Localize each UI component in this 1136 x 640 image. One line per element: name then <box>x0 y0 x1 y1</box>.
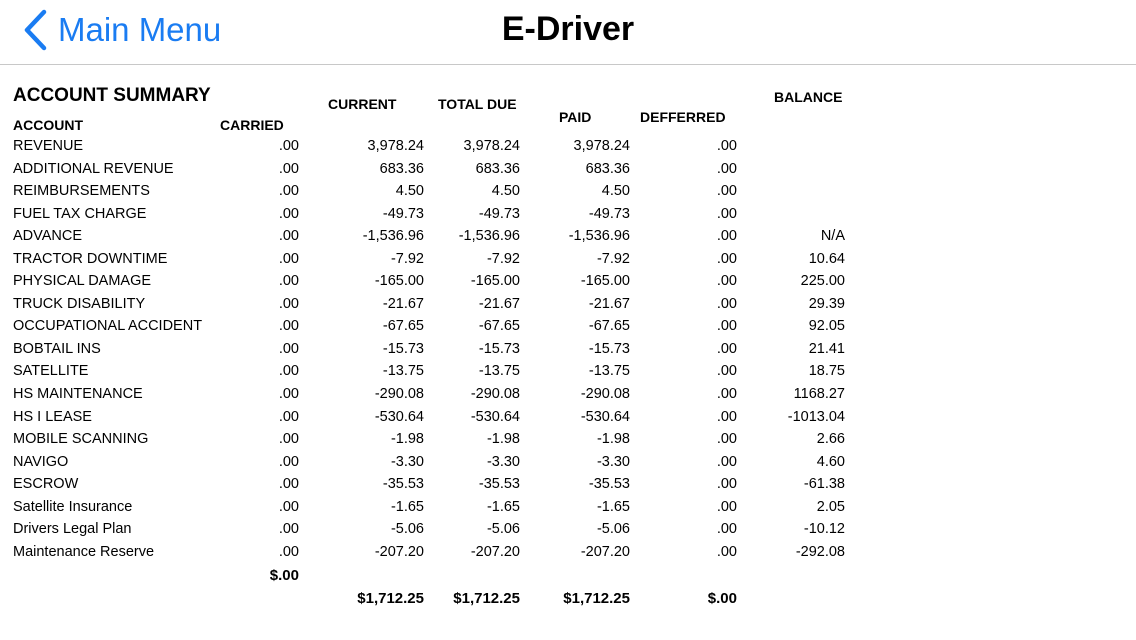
row-total-due: -1.65 <box>486 498 520 515</box>
row-carried: .00 <box>278 318 299 335</box>
row-total-due: -21.67 <box>478 295 520 312</box>
row-total-due: 3,978.24 <box>463 138 520 154</box>
table-row <box>0 181 1136 204</box>
row-current: -1,536.96 <box>362 228 424 245</box>
row-account: FUEL TAX CHARGE <box>13 205 147 222</box>
row-total-due: 683.36 <box>475 160 520 177</box>
row-total-due: -5.06 <box>486 521 520 538</box>
row-carried: .00 <box>278 431 299 448</box>
row-deferred: .00 <box>716 160 737 177</box>
row-balance: -61.38 <box>803 476 845 493</box>
total-carried: $.00 <box>269 567 299 584</box>
row-deferred: .00 <box>716 318 737 335</box>
table-row <box>0 294 1136 317</box>
row-balance: 18.75 <box>808 363 845 380</box>
row-total-due: 4.50 <box>491 183 520 200</box>
row-account: ESCROW <box>13 476 79 493</box>
row-account: ADDITIONAL REVENUE <box>13 160 174 177</box>
table-row <box>0 136 1136 159</box>
row-deferred: .00 <box>716 205 737 222</box>
row-account: Maintenance Reserve <box>13 543 155 560</box>
row-carried: .00 <box>278 453 299 470</box>
table-row <box>0 159 1136 182</box>
table-row <box>0 452 1136 475</box>
row-carried: .00 <box>278 183 299 200</box>
page-title: E-Driver <box>501 10 635 48</box>
row-paid: -15.73 <box>588 340 630 357</box>
row-paid: -5.06 <box>596 521 630 538</box>
row-paid: -3.30 <box>596 453 630 470</box>
row-balance: N/A <box>820 228 845 245</box>
row-account: ADVANCE <box>13 228 83 245</box>
header-balance: BALANCE <box>774 89 843 105</box>
row-carried: .00 <box>278 138 299 154</box>
table-row <box>0 474 1136 497</box>
table-row <box>0 271 1136 294</box>
row-account: TRUCK DISABILITY <box>13 295 146 312</box>
row-current: -67.65 <box>382 318 424 335</box>
row-balance: 4.60 <box>816 453 845 470</box>
header-carried: CARRIED <box>220 117 284 133</box>
account-rows <box>0 136 1136 564</box>
row-paid: -35.53 <box>588 476 630 493</box>
row-deferred: .00 <box>716 340 737 357</box>
row-current: -165.00 <box>374 273 424 290</box>
row-current: -290.08 <box>374 386 424 403</box>
row-account: NAVIGO <box>13 453 69 470</box>
row-balance: 2.66 <box>816 431 845 448</box>
row-balance: 225.00 <box>800 273 845 290</box>
row-current: -5.06 <box>390 521 424 538</box>
row-account: BOBTAIL INS <box>13 340 101 357</box>
row-balance: 2.05 <box>816 498 845 515</box>
row-carried: .00 <box>278 273 299 290</box>
row-deferred: .00 <box>716 273 737 290</box>
header-current: CURRENT <box>328 96 397 112</box>
row-account: TRACTOR DOWNTIME <box>13 250 168 267</box>
row-current: -207.20 <box>374 543 424 560</box>
row-account: REIMBURSEMENTS <box>13 183 150 200</box>
row-deferred: .00 <box>716 453 737 470</box>
row-deferred: .00 <box>716 138 737 154</box>
row-carried: .00 <box>278 295 299 312</box>
row-balance: 29.39 <box>808 295 845 312</box>
table-row <box>0 249 1136 272</box>
row-account: OCCUPATIONAL ACCIDENT <box>13 318 203 335</box>
account-summary-title: ACCOUNT SUMMARY <box>13 85 211 106</box>
row-deferred: .00 <box>716 498 737 515</box>
row-carried: .00 <box>278 543 299 560</box>
row-paid: -67.65 <box>588 318 630 335</box>
row-deferred: .00 <box>716 476 737 493</box>
table-row <box>0 497 1136 520</box>
row-paid: -165.00 <box>580 273 630 290</box>
row-total-due: -35.53 <box>478 476 520 493</box>
row-carried: .00 <box>278 250 299 267</box>
row-account: Drivers Legal Plan <box>13 521 132 538</box>
row-paid: 4.50 <box>601 183 630 200</box>
row-total-due: -207.20 <box>470 543 520 560</box>
row-total-due: -290.08 <box>470 386 520 403</box>
row-paid: -13.75 <box>588 363 630 380</box>
row-current: -15.73 <box>382 340 424 357</box>
row-total-due: -67.65 <box>478 318 520 335</box>
row-paid: -7.92 <box>596 250 630 267</box>
table-row <box>0 339 1136 362</box>
account-summary-panel <box>0 65 1136 640</box>
row-total-due: -3.30 <box>486 453 520 470</box>
table-row <box>0 384 1136 407</box>
row-total-due: -15.73 <box>478 340 520 357</box>
row-deferred: .00 <box>716 250 737 267</box>
table-row <box>0 519 1136 542</box>
row-current: -7.92 <box>390 250 424 267</box>
row-current: -1.98 <box>390 431 424 448</box>
row-carried: .00 <box>278 160 299 177</box>
row-current: -530.64 <box>374 408 424 425</box>
total-deferred: $.00 <box>707 590 737 607</box>
row-deferred: .00 <box>716 521 737 538</box>
row-total-due: -13.75 <box>478 363 520 380</box>
row-deferred: .00 <box>716 295 737 312</box>
row-paid: -21.67 <box>588 295 630 312</box>
row-deferred: .00 <box>716 228 737 245</box>
row-current: 4.50 <box>395 183 424 200</box>
table-row <box>0 361 1136 384</box>
row-paid: 683.36 <box>585 160 630 177</box>
row-deferred: .00 <box>716 386 737 403</box>
header-paid: PAID <box>559 109 592 125</box>
row-deferred: .00 <box>716 183 737 200</box>
row-carried: .00 <box>278 340 299 357</box>
row-carried: .00 <box>278 205 299 222</box>
navigation-bar <box>0 0 1136 65</box>
row-deferred: .00 <box>716 408 737 425</box>
row-carried: .00 <box>278 408 299 425</box>
row-total-due: -1.98 <box>486 431 520 448</box>
row-current: 683.36 <box>379 160 424 177</box>
row-total-due: -165.00 <box>470 273 520 290</box>
row-current: -35.53 <box>382 476 424 493</box>
row-paid: -290.08 <box>580 386 630 403</box>
row-account: PHYSICAL DAMAGE <box>13 273 152 290</box>
total-current: $1,712.25 <box>357 590 424 607</box>
row-paid: -207.20 <box>580 543 630 560</box>
row-total-due: -7.92 <box>486 250 520 267</box>
row-deferred: .00 <box>716 543 737 560</box>
row-balance: -292.08 <box>795 543 845 560</box>
row-current: -1.65 <box>390 498 424 515</box>
row-account: HS I LEASE <box>13 408 92 425</box>
row-deferred: .00 <box>716 431 737 448</box>
header-account: ACCOUNT <box>13 117 83 133</box>
table-row <box>0 407 1136 430</box>
row-paid: -530.64 <box>580 408 630 425</box>
row-paid: -1.65 <box>596 498 630 515</box>
row-account: REVENUE <box>13 138 84 154</box>
row-balance: 21.41 <box>808 340 845 357</box>
row-total-due: -1,536.96 <box>458 228 520 245</box>
table-row <box>0 542 1136 565</box>
row-carried: .00 <box>278 521 299 538</box>
row-account: SATELLITE <box>13 363 89 380</box>
row-carried: .00 <box>278 228 299 245</box>
row-current: -13.75 <box>382 363 424 380</box>
header-total-due: TOTAL DUE <box>438 96 517 112</box>
row-carried: .00 <box>278 386 299 403</box>
row-carried: .00 <box>278 363 299 380</box>
row-carried: .00 <box>278 476 299 493</box>
row-paid: -1.98 <box>596 431 630 448</box>
row-current: -49.73 <box>382 205 424 222</box>
row-current: -3.30 <box>390 453 424 470</box>
row-total-due: -49.73 <box>478 205 520 222</box>
row-paid: -1,536.96 <box>568 228 630 245</box>
table-row <box>0 226 1136 249</box>
row-balance: -10.12 <box>803 521 845 538</box>
row-account: Satellite Insurance <box>13 498 133 515</box>
row-total-due: -530.64 <box>470 408 520 425</box>
row-balance: -1013.04 <box>787 408 845 425</box>
row-current: -21.67 <box>382 295 424 312</box>
row-deferred: .00 <box>716 363 737 380</box>
row-paid: -49.73 <box>588 205 630 222</box>
table-row <box>0 204 1136 227</box>
row-current: 3,978.24 <box>367 138 424 154</box>
row-balance: 10.64 <box>808 250 845 267</box>
row-carried: .00 <box>278 498 299 515</box>
total-total-due: $1,712.25 <box>453 590 520 607</box>
row-balance: 92.05 <box>808 318 845 335</box>
header-deferred: DEFFERRED <box>640 109 726 125</box>
row-account: MOBILE SCANNING <box>13 431 149 448</box>
table-row <box>0 316 1136 339</box>
total-paid: $1,712.25 <box>563 590 630 607</box>
row-balance: 1168.27 <box>793 386 845 403</box>
row-paid: 3,978.24 <box>573 138 630 154</box>
back-button-label: Main Menu <box>58 11 222 48</box>
row-account: HS MAINTENANCE <box>13 386 143 403</box>
table-row <box>0 429 1136 452</box>
